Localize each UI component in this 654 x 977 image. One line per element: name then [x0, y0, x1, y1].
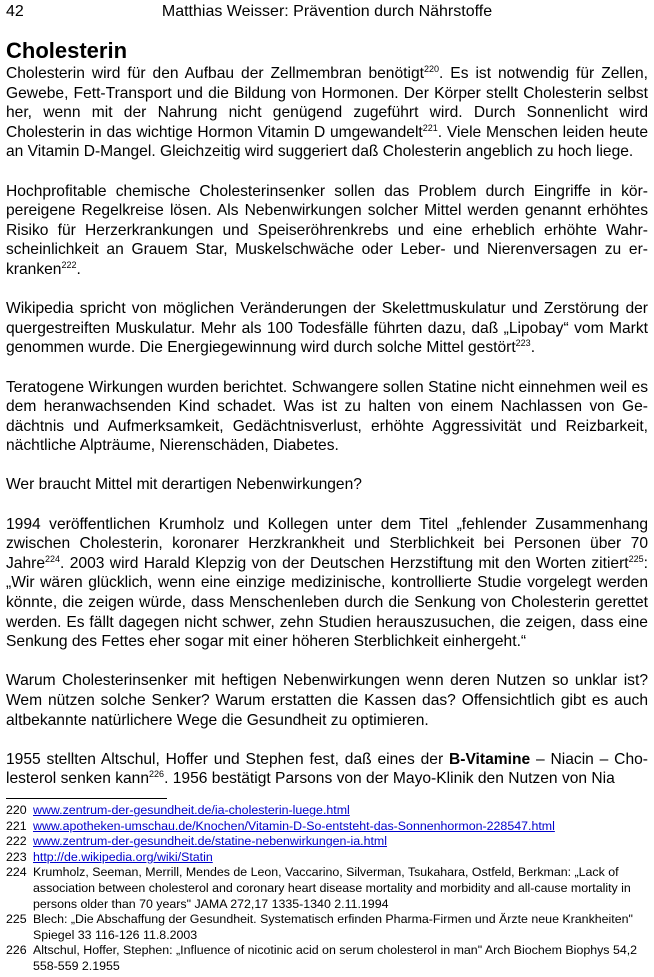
footnote-link[interactable]: www.zentrum-der-gesundheit.de/statine-nebenwirkungen-ia.html — [33, 834, 388, 849]
paragraph-text: Cholesterin wird für den Aufbau der Zellmembran benötigt — [6, 65, 424, 82]
paragraph-6 — [6, 515, 648, 652]
footnote-link[interactable]: www.apotheken-umschau.de/Knochen/Vitamin-D-So-entsteht-das-Sonnenhormon-228547.html — [33, 818, 555, 833]
footnote-number: 225 — [6, 912, 27, 927]
footnote-link[interactable]: www.zentrum-der-gesundheit.de/ia-cholesterin-luege.html — [33, 803, 350, 817]
bold-term: B-Vitamine — [448, 750, 531, 768]
footnote-ref: 222 — [61, 259, 77, 270]
footnote-number: 222 — [6, 834, 27, 849]
footnote-text: Altschul, Hoffer, Stephen: „Influence of nicotinic acid on serum cholesterol in man" Arch Biochem Biophys 54,2 558-559 2.1955 — [33, 943, 638, 973]
footnote-ref: 220 — [423, 64, 439, 74]
paragraph-text: . Viele Menschen leiden heute an Vitamin D-Mangel. Gleichzeitig wird suggeriert daß Cholesterin angeblich zu hoch liege. — [6, 123, 648, 161]
footnote-220 — [6, 803, 648, 819]
paragraph-text: Hochprofitable chemische Cholesterinsenker sollen das Problem durch Eingriffe in körpereigene Regelkreise lösen. Als Nebenwirkungen solcher Mittel werden genannt erhöhtes Risiko für Herzerkrankungen und Speiseröhrenkrebs und eine erheblich erhöhte Wahrscheinlichkeit an Grauem Star, Muskelschwäche oder Leber- und Nierenversagen zu erkranken — [6, 182, 648, 278]
paragraph-3 — [6, 299, 648, 358]
footnote-223 — [6, 850, 648, 866]
paragraph-8 — [6, 750, 648, 789]
footnote-number: 221 — [6, 818, 27, 833]
footnote-text: Blech: „Die Abschaffung der Gesundheit. Systematisch erfinden Pharma-Firmen und Ärzte neue Krankheiten" Spiegel 33 116-126 11.8.2003 — [33, 912, 633, 942]
main-content — [6, 38, 648, 809]
footnote-ref: 225 — [628, 553, 644, 564]
paragraph-text: . — [530, 339, 536, 357]
paragraph-5: Wer braucht Mittel mit derartigen Nebenwirkungen? — [6, 476, 362, 494]
paragraph-text: . Es ist notwendig für Zellen, Gewebe, Fett-Transport und die Bildung von Hormonen. Der Körper stellt Cholesterin selbst her, wenn mit der Nahrung nicht genügend zugeführt wird. Durch Sonnenlicht wird Cholesterin in das wichtige Hormon Vitamin D umgewandelt — [6, 65, 648, 141]
paragraph-1 — [6, 64, 648, 162]
page-number: 42 — [6, 3, 24, 20]
footnote-number: 223 — [6, 849, 27, 864]
paragraph-text: – Niacin – Cholesterol senken kann — [6, 750, 648, 788]
paragraph-text: . 1956 bestätigt Parsons von der Mayo-Klinik den Nutzen von Nia — [164, 770, 615, 788]
footnote-ref: 226 — [149, 769, 165, 780]
footnote-separator — [6, 798, 167, 799]
running-title: Matthias Weisser: Prävention durch Nährstoffe — [161, 3, 493, 20]
footnote-link[interactable]: http://de.wikipedia.org/wiki/Statin — [33, 849, 213, 864]
paragraph-text: Wikipedia spricht von möglichen Veränderungen der Skelettmuskulatur und Zerstörung der quergestreiften Muskulatur. Mehr als 100 Todesfälle führten dazu, daß „Lipobay“ vom Markt genommen wurde. Die Energiegewinnung wird durch solche Mittel gestört — [6, 300, 648, 357]
footnotes — [6, 803, 648, 975]
paragraph-text: . 2003 wird Harald Klepzig von der Deutschen Herzstiftung mit den Worten zitiert — [60, 554, 629, 572]
footnote-222 — [6, 834, 648, 850]
paragraph-2 — [6, 182, 648, 280]
paragraph-text: 1994 veröffentlichen Krumholz und Kollegen unter dem Titel „fehlender Zusammenhang zwischen Cholesterin, koronarer Herzkrankheit und Sterblichkeit bei Personen über 70 Jahre — [6, 515, 648, 572]
footnote-ref: 224 — [45, 553, 61, 564]
footnote-number: 226 — [6, 943, 27, 958]
section-title: Cholesterin — [6, 38, 128, 63]
paragraph-4: Teratogene Wirkungen wurden berichtet. Schwangere sollen Statine nicht einnehmen weil es dem heranwachsenden Kind schadet. Was ist zu halten von einem Nachlassen von Gedächtnis und Aufmerksamkeit, Gedächtnisverlust, erhöhte Aggressivität und Reizbarkeit, nächtliche Alpträume, Nierenschäden, Diabetes. — [6, 378, 648, 455]
paragraph-text: . — [76, 260, 81, 278]
page-header — [6, 2, 648, 24]
footnote-ref: 223 — [515, 338, 531, 349]
footnote-225 — [6, 912, 648, 943]
footnote-number: 224 — [6, 865, 27, 880]
footnote-number: 220 — [6, 803, 27, 817]
footnote-ref: 221 — [422, 122, 438, 133]
paragraph-text: 1955 stellten Altschul, Hoffer und Stephen fest, daß eines der — [6, 750, 449, 768]
footnote-221 — [6, 819, 648, 835]
footnote-text: Krumholz, Seeman, Merrill, Mendes de Leon, Vaccarino, Silverman, Tsukahara, Ostfeld, Berkman: „Lack of association between cholesterol and coronary heart disease mortality and morbidity and all-cause mortality in persons older than 70 years" JAMA 272,17 1335-1340 2.11.1994 — [33, 865, 631, 911]
paragraph-text: : „Wir wären glücklich, wenn eine einzige medizinische, kontrollierte Studie vorgelegt werden könnte, die zeigen würde, dass Menschenleben durch die Senkung von Cholesterin gerettet werden. Es fällt dagegen nicht schwer, zehn Studien herauszusuchen, die zeigen, dass eine Senkung des Fettes eher sogar mit einer höheren Sterblichkeit einhergeht.“ — [6, 554, 648, 651]
footnote-226 — [6, 943, 648, 974]
paragraph-7: Warum Cholesterinsenker mit heftigen Nebenwirkungen wenn deren Nutzen so unklar ist? Wem nützen solche Senker? Warum erstatten die Kassen das? Offensichtlich gibt es auch altbekannte natürlichere Wege die Gesundheit zu optimieren. — [6, 672, 648, 729]
footnote-224 — [6, 865, 648, 912]
